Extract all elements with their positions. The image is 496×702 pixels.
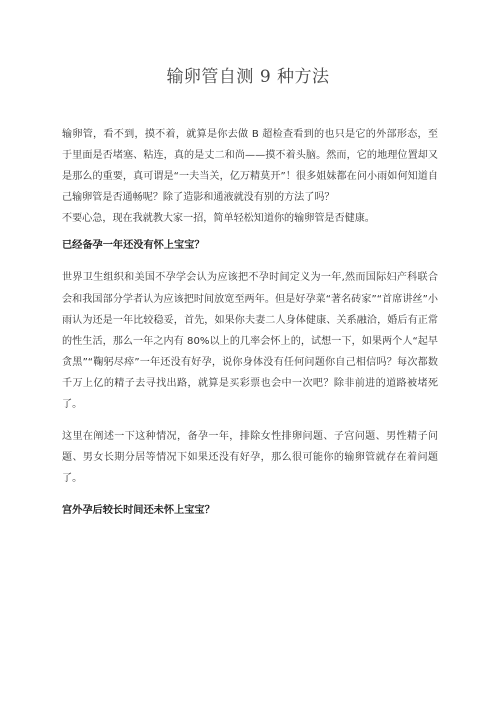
section-1-paragraph-2: 这里在阐述一下这种情况，备孕一年，排除女性排卵问题、子宫问题、男性精子问题、男女长期分居等情况下如果还没有好孕，那么很可能你的输卵管就存在着问题了。 bbox=[62, 431, 438, 485]
section-heading-2: 宫外孕后较长时间还未怀上宝宝？ bbox=[62, 505, 215, 517]
section-heading-1: 已经备孕一年还没有怀上宝宝？ bbox=[62, 240, 205, 252]
document-body bbox=[62, 124, 438, 521]
section-1-paragraph-1: 世界卫生组织和美国不孕学会认为应该把不孕时间定义为一年,然而国际妇产科联合会和我国部分学者认为应该把时间放宽至两年。但是好孕菜“著名砖家”“首席讲丝”小雨认为还是一年比较稳妥，首先，如果你夫妻二人身体健康、关系融洽，婚后有正常的性生活，那么一年之内有 80%以上的几率会怀上的，试想一下，如果两个人“起早贪黑”“鞠躬尽瘁”一年还没有好孕，说你身体没有任何问题你自己相信吗？每次都数千万上亿的精子去寻找出路，就算是买彩票也会中一次吧？除非前进的道路被堵死了。 bbox=[62, 272, 438, 411]
intro-paragraph-2: 不要心急，现在我就教大家一招，简单轻松知道你的输卵管是否健康。 bbox=[62, 213, 375, 225]
intro-paragraph: 输卵管，看不到，摸不着，就算是你去做 B 超检查看到的也只是它的外部形态，至于里面是否堵塞、粘连，真的是丈二和尚——摸不着头脑。然而，它的地理位置却又是那么的重要，真可谓是“一夫当关，亿万精莫开”！很多姐妹都在问小雨如何知道自己输卵管是否通畅呢？除了造影和通液就没有别的方法了吗？ bbox=[62, 129, 438, 204]
document-title: 输卵管自测 9 种方法 bbox=[166, 67, 330, 87]
